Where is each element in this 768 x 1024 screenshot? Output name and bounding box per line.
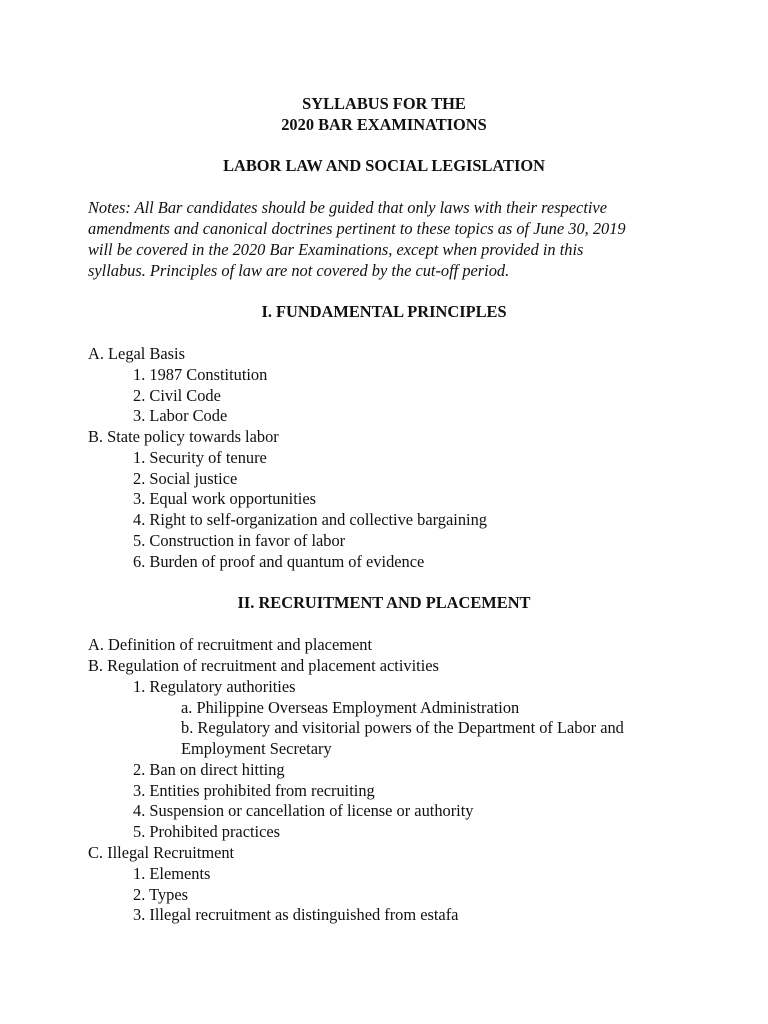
outline-item: 3. Labor Code (133, 406, 228, 425)
notes-line-4: syllabus. Principles of law are not covered by the cut-off period. (88, 261, 510, 280)
outline-item: 2. Types (133, 885, 189, 904)
outline-item: 1. 1987 Constitution (133, 365, 268, 384)
section-1-heading: I. FUNDAMENTAL PRINCIPLES (261, 302, 507, 321)
outline-item: 1. Regulatory authorities (133, 677, 296, 696)
outline-item: Employment Secretary (181, 739, 332, 758)
outline-item: 2. Social justice (133, 469, 238, 488)
outline-item: a. Philippine Overseas Employment Administration (181, 698, 520, 717)
outline-item: B. Regulation of recruitment and placement activities (88, 656, 439, 675)
outline-item: 4. Right to self-organization and collective bargaining (133, 510, 487, 529)
outline-item: 1. Elements (133, 864, 211, 883)
outline-item: 1. Security of tenure (133, 448, 267, 467)
subject-heading: LABOR LAW AND SOCIAL LEGISLATION (223, 156, 545, 175)
outline-item: 2. Civil Code (133, 386, 221, 405)
notes-line-2: amendments and canonical doctrines pertinent to these topics as of June 30, 2019 (88, 219, 626, 238)
outline-item: 3. Illegal recruitment as distinguished from estafa (133, 905, 459, 924)
outline-item: A. Definition of recruitment and placement (88, 635, 373, 654)
outline-item: 3. Equal work opportunities (133, 489, 317, 508)
title-line-2: 2020 BAR EXAMINATIONS (281, 115, 487, 134)
section-2-heading: II. RECRUITMENT AND PLACEMENT (237, 593, 531, 612)
outline-item: 5. Construction in favor of labor (133, 531, 346, 550)
outline-item: b. Regulatory and visitorial powers of the Department of Labor and (181, 718, 624, 737)
outline-item: C. Illegal Recruitment (88, 843, 235, 862)
outline-item: 4. Suspension or cancellation of license or authority (133, 801, 474, 820)
outline-item: 2. Ban on direct hitting (133, 760, 285, 779)
outline-item: A. Legal Basis (88, 344, 185, 363)
outline-item: 5. Prohibited practices (133, 822, 281, 841)
notes-line-1: Notes: All Bar candidates should be guided that only laws with their respective (88, 198, 607, 217)
outline-item: 3. Entities prohibited from recruiting (133, 781, 375, 800)
title-line-1: SYLLABUS FOR THE (302, 94, 466, 113)
outline-item: 6. Burden of proof and quantum of evidence (133, 552, 425, 571)
outline-item: B. State policy towards labor (88, 427, 279, 446)
notes-line-3: will be covered in the 2020 Bar Examinations, except when provided in this (88, 240, 584, 259)
